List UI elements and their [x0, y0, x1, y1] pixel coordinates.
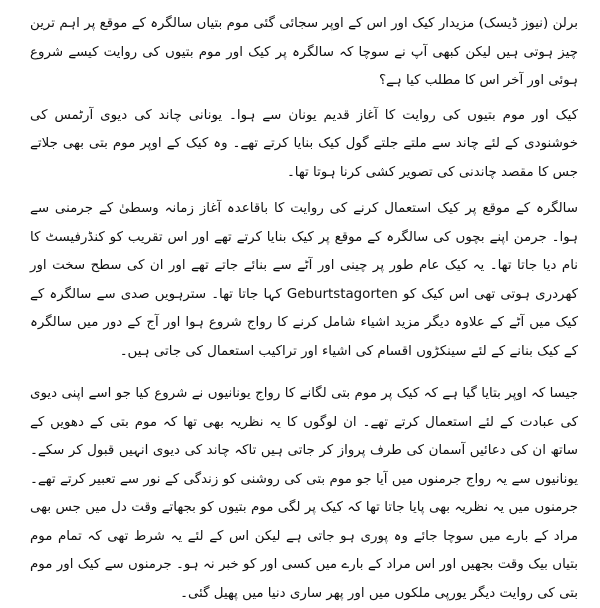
article-paragraph-origin: کیک اور موم بتیوں کی روایت کا آغاز قدیم یونان سے ہوا۔ یونانی چاند کی دیوی آرٹمس کی خوشنودی کے لئے چاند سے ملتے جلتے گول کیک بنایا کرتے تھے۔ وہ کیک کے اوپر موم بتی بھی جلاتے جس کا مقصد چاندنی کی تصویر کشی کرنا ہوتا تھا۔: [30, 107, 578, 180]
article-paragraph-germany: سالگرہ کے موقع پر کیک استعمال کرنے کی روایت کا باقاعدہ آغاز زمانہ وسطیٰ کے جرمنی سے ہوا۔ جرمن اپنے بچوں کی سالگرہ کے موقع پر کیک بنایا کرتے تھے اور اس تقریب کو کنڈرفیسٹ کا نام دیا جاتا تھا۔ یہ کیک عام طور پر چینی اور آٹے سے بنائے جاتے تھے اور ان کی سطح سخت اور کھردری ہوتی تھی اس کیک کو Geburtstagorten کہا جاتا تھا۔ سترہویں صدی سے سالگرہ کے کیک میں آٹے کے علاوہ دیگر مزید اشیاء شامل کرنے کا رواج شروع ہوا اور آج کے دور میں سالگرہ کے کیک بنانے کے لئے سینکڑوں اقسام کی اشیاء اور تراکیب استعمال کی جاتی ہیں۔: [30, 201, 578, 359]
article-paragraph-candles: جیسا کہ اوپر بتایا گیا ہے کہ کیک پر موم بتی لگانے کا رواج یونانیوں نے شروع کیا جو اسے اپنی دیوی کی عبادت کے لئے استعمال کرتے تھے۔ ان لوگوں کا یہ نظریہ بھی تھا کہ موم بتی کے دھویں کے ساتھ ان کی دعائیں آسمان کی طرف پرواز کر جاتی ہیں تاکہ چاند کی دیوی انہیں قبول کر سکے۔ یونانیوں سے یہ رواج جرمنوں میں آیا جو موم بتی کی روشنی کو زندگی کے نور سے تعبیر کرتے تھے۔ جرمنوں میں یہ نظریہ بھی پایا جاتا تھا کہ کیک پر لگی موم بتیوں کو بجھاتے وقت دل میں جس بھی مراد کے بارے میں سوچا جائے وہ پوری ہو جاتی ہے لیکن اس کے لئے یہ شرط تھی کہ تمام موم بتیاں بیک وقت بجھیں اور اس مراد کے بارے میں کسی اور کو خبر نہ ہو۔ جرمنوں سے کیک اور موم بتی کی روایت دیگر یورپی ملکوں میں اور پھر ساری دنیا میں پھیل گئی۔: [30, 386, 578, 601]
article-paragraph-intro: برلن (نیوز ڈیسک) مزیدار کیک اور اس کے اوپر سجائی گئی موم بتیاں سالگرہ کے موقع پر اہم ترین چیز ہوتی ہیں لیکن کبھی آپ نے سوچا کہ سالگرہ پر کیک اور موم بتیوں کی روایت کیسے شروع ہوئی اور آخر اس کا مطلب کیا ہے؟: [30, 16, 578, 88]
